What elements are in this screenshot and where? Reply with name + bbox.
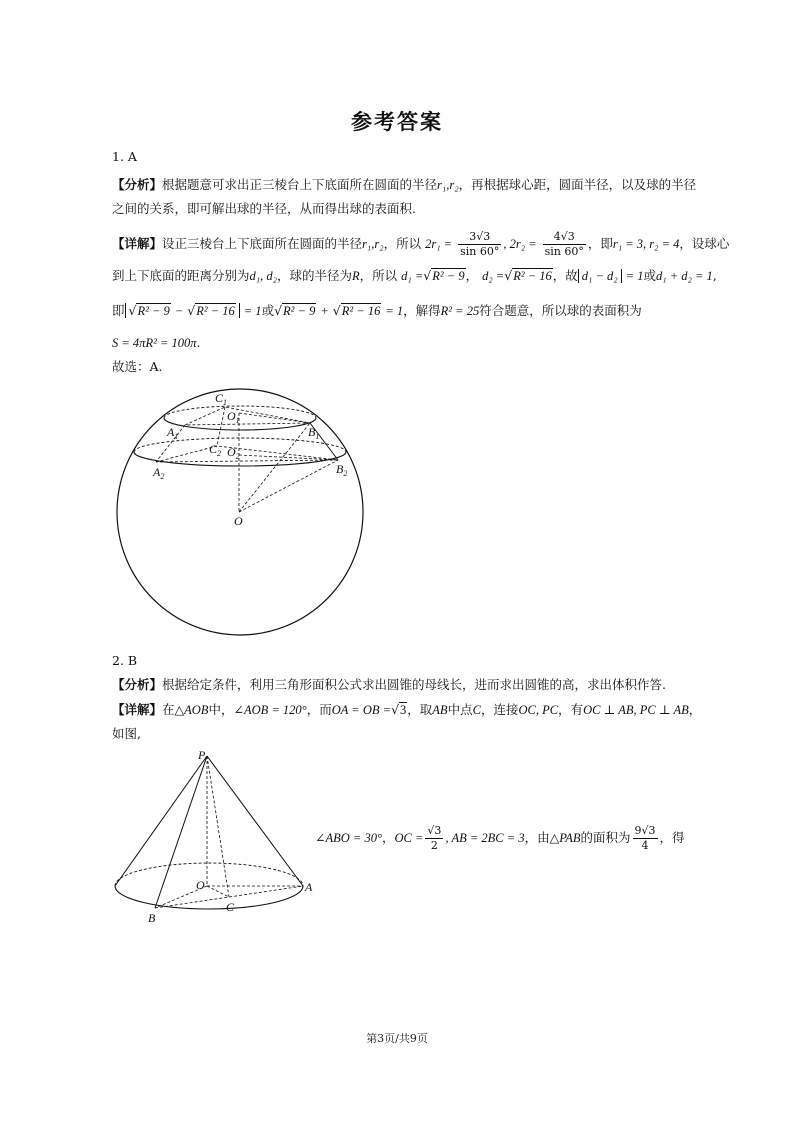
q2-ab-symbol: AB <box>432 703 448 717</box>
q2-detail-text-5: 中点 <box>447 702 473 717</box>
page-footer: 第3页/共9页 <box>366 1032 428 1045</box>
radius-o1-b1 <box>239 413 310 423</box>
q2-number: 2. <box>112 653 124 668</box>
label-b1: $B_1$ <box>308 425 320 441</box>
cone-figure <box>110 748 315 926</box>
q2-area-numerator: 9√3 <box>634 824 656 837</box>
label-o1: $O_1$ <box>227 409 240 425</box>
q2-detail-text-3: ，而 <box>306 702 332 717</box>
label-a2: $A_2$ <box>153 465 165 481</box>
q2-detail-line-2 <box>315 823 685 853</box>
q2-analysis-tag: 【分析】 <box>112 677 163 692</box>
q2-text-end: ，得 <box>659 830 685 845</box>
q1-answer: A <box>127 149 137 164</box>
q2-text-by: ，由 <box>524 830 550 845</box>
q1-line3-text-3: ，所以 <box>359 268 398 283</box>
q1-detail-text-2: ，所以 <box>383 236 422 251</box>
cone-right-generator <box>207 756 303 886</box>
label-c1: $C_1$ <box>215 391 228 407</box>
top-triangle <box>185 407 310 425</box>
label-c2: $C_2$ <box>209 442 222 458</box>
label-a: A <box>305 880 313 894</box>
cone-base-back <box>115 863 303 886</box>
q1-eq2-numerator: 4√3 <box>543 230 586 245</box>
q1-radicand-a: R² − 9 <box>137 304 170 318</box>
q1-radii-values: r₁ = 3, r₂ = 4 <box>612 237 680 251</box>
q1-eq1-denominator: sin 60° <box>460 245 500 258</box>
q1-minus: − <box>174 304 184 318</box>
q1-r-solution: R² = 25 <box>440 304 480 318</box>
q1-analysis-text-1: 根据题意可求出正三棱台上下底面所在圆面的半径 <box>162 177 438 192</box>
q2-text-area: 的面积为 <box>580 830 631 845</box>
label-c: C <box>226 900 235 914</box>
q1-detail-line-4 <box>112 335 201 351</box>
q2-oc-fraction <box>425 824 443 853</box>
line-o-b1 <box>239 423 310 512</box>
q2-angle-abo: ∠ABO = 30° <box>315 831 382 845</box>
q2-area-denominator: 4 <box>641 839 649 852</box>
q2-oc-numerator: √3 <box>427 824 442 837</box>
q1-eq-one-c: = 1 <box>385 304 404 318</box>
q1-radicand-c: R² − 9 <box>283 304 316 318</box>
q1-eq2-fraction <box>543 230 586 259</box>
q1-number: 1. <box>112 149 124 164</box>
q1-eq1-mid: , 2r₂ = <box>503 237 537 251</box>
q2-triangle: △AOB <box>174 703 209 717</box>
q1-plus: + <box>320 304 329 318</box>
label-a1: $A_1$ <box>167 425 179 441</box>
line-o-c <box>207 886 229 897</box>
q2-oa-ob-lhs: OA = OB = <box>331 703 392 717</box>
q1-or-2: 或 <box>261 303 275 318</box>
q2-detail-tag: 【详解】 <box>112 702 163 717</box>
q1-detail-text-4: ，设球心 <box>679 236 730 251</box>
q1-d1-radicand: R² − 9 <box>432 269 465 283</box>
q1-eq1-fraction <box>458 230 501 259</box>
q1-line4-text-2: 符合题意，所以球的表面积为 <box>479 303 642 318</box>
q2-detail-line-1: 【详解】在△AOB中，∠AOB = 120°，而OA = OB =√3，取AB中点C，连接OC, PC，有OC ⊥ AB, PC ⊥ AB， <box>112 702 702 717</box>
q2-analysis-line <box>112 677 666 693</box>
q1-analysis-line-2: 之间的关系，即可解出球的半径，从而得出球的表面积. <box>112 201 416 216</box>
q1-analysis-tag: 【分析】 <box>112 177 163 192</box>
sphere-figure <box>110 385 370 640</box>
q2-header <box>112 653 137 669</box>
q1-line4-text-1: ，解得 <box>403 303 441 318</box>
q1-detail-text-3: ，即 <box>587 236 613 251</box>
q1-radius-symbol: R <box>351 269 360 283</box>
q1-detail-line-1 <box>112 229 729 259</box>
label-p: P <box>198 748 206 762</box>
radius-o2-b2 <box>239 455 338 460</box>
q2-perpendicular: OC ⊥ AB, PC ⊥ AB <box>583 703 689 717</box>
q1-sum-eq: d₁ + d₂ = 1 <box>655 269 713 283</box>
q2-ab-eq: , AB = 2BC = 3 <box>445 831 525 845</box>
q2-angle-aob: ∠AOB = 120° <box>233 703 307 717</box>
q2-detail-text-6: ，连接 <box>480 702 519 717</box>
page-title: 参考答案 <box>351 110 443 134</box>
q1-line3-text-2: ，球的半径为 <box>276 268 352 283</box>
label-o: O <box>234 514 243 528</box>
q2-oa-ob-radicand: 3 <box>400 703 407 717</box>
q2-as-figure: 如图, <box>112 726 141 741</box>
q1-detail-radii: r₁,r₂ <box>362 237 384 251</box>
q2-tri-pab: △PAB <box>549 831 581 845</box>
bottom-triangle <box>156 446 338 462</box>
q1-surface-area: S = 4πR² = 100π <box>112 336 197 350</box>
upper-circle-back <box>164 406 316 418</box>
q2-oc-lhs: OC = <box>394 831 424 845</box>
q1-detail-line-3: 即 √R² − 9 − √R² − 16 = 1或√R² − 9 + √R² − 16 = 1，解得R² = 25符合题意，所以球的表面积为 <box>112 303 642 318</box>
label-o2: $O_2$ <box>227 445 240 461</box>
q2-c-symbol: C <box>472 703 481 717</box>
line-o-b2 <box>239 460 338 512</box>
q2-detail-text-4: ，取 <box>407 702 433 717</box>
q1-radicand-d: R² − 16 <box>341 304 381 318</box>
q1-d2-lhs: d₂ = <box>482 269 505 283</box>
q1-header <box>112 149 137 165</box>
q2-answer: B <box>127 653 138 668</box>
q1-eq1-numerator: 3√3 <box>458 230 501 245</box>
q2-oc-denominator: 2 <box>430 839 438 852</box>
label-b2: $B_2$ <box>336 462 348 478</box>
sphere-outline <box>117 389 363 635</box>
q2-detail-text-7: ，有 <box>558 702 584 717</box>
q2-detail-text-2: 中， <box>208 702 234 717</box>
q2-analysis-text: 根据给定条件，利用三角形面积公式求出圆锥的母线长，进而求出圆锥的高，求出体积作答. <box>162 677 666 692</box>
q1-eq1-lhs: 2r₁ = <box>425 237 453 251</box>
label-o: O <box>196 878 205 892</box>
q1-period: . <box>196 335 201 350</box>
q1-line3-text-1: 到上下底面的距离分别为 <box>112 268 250 283</box>
q1-detail-line-2: 到上下底面的距离分别为d₁, d₂，球的半径为R，所以 d₁ =√R² − 9， d₂ =√R² − 16，故 d₁ − d₂ = 1或d₁ + d₂ = 1, <box>112 268 717 283</box>
q1-or-1: 或 <box>643 268 656 283</box>
q1-line4-prefix: 即 <box>112 303 125 318</box>
line-p-c <box>207 756 229 897</box>
q2-comma-1: ， <box>381 830 395 845</box>
label-b: B <box>148 911 156 925</box>
q1-abs-expression: √R² − 9 − √R² − 16 <box>125 303 240 318</box>
q1-analysis-text-2: ，再根据球心距，圆面半径，以及球的半径 <box>458 177 697 192</box>
q2-detail-text-8: ， <box>688 702 702 717</box>
q1-abs-diff: d₁ − d₂ <box>578 269 622 283</box>
q2-detail-text-1: 在 <box>162 702 175 717</box>
q1-d2-radicand: R² − 16 <box>513 269 552 283</box>
q1-radicand-b: R² − 16 <box>196 304 235 318</box>
q1-eq-one: = 1 <box>625 269 644 283</box>
q1-detail-tag: 【详解】 <box>112 236 163 251</box>
q1-distances: d₁, d₂ <box>249 269 277 283</box>
edge-c1-c2 <box>217 407 225 446</box>
q2-oc-pc: OC, PC <box>518 703 559 717</box>
q1-eq2-denominator: sin 60° <box>544 245 584 258</box>
q1-analysis-radii: r₁,r₂ <box>437 178 459 192</box>
q1-analysis-line-1 <box>112 177 696 193</box>
q1-line3-text-4: ，故 <box>552 268 578 283</box>
q1-eq-one-b: = 1 <box>243 304 262 318</box>
q1-d1-lhs: d₁ = <box>401 269 424 283</box>
q1-choice: 故选：A. <box>112 359 163 374</box>
q2-area-fraction <box>633 824 658 853</box>
cone-base-front <box>115 886 303 909</box>
q1-detail-text-1: 设正三棱台上下底面所在圆面的半径 <box>162 236 363 251</box>
